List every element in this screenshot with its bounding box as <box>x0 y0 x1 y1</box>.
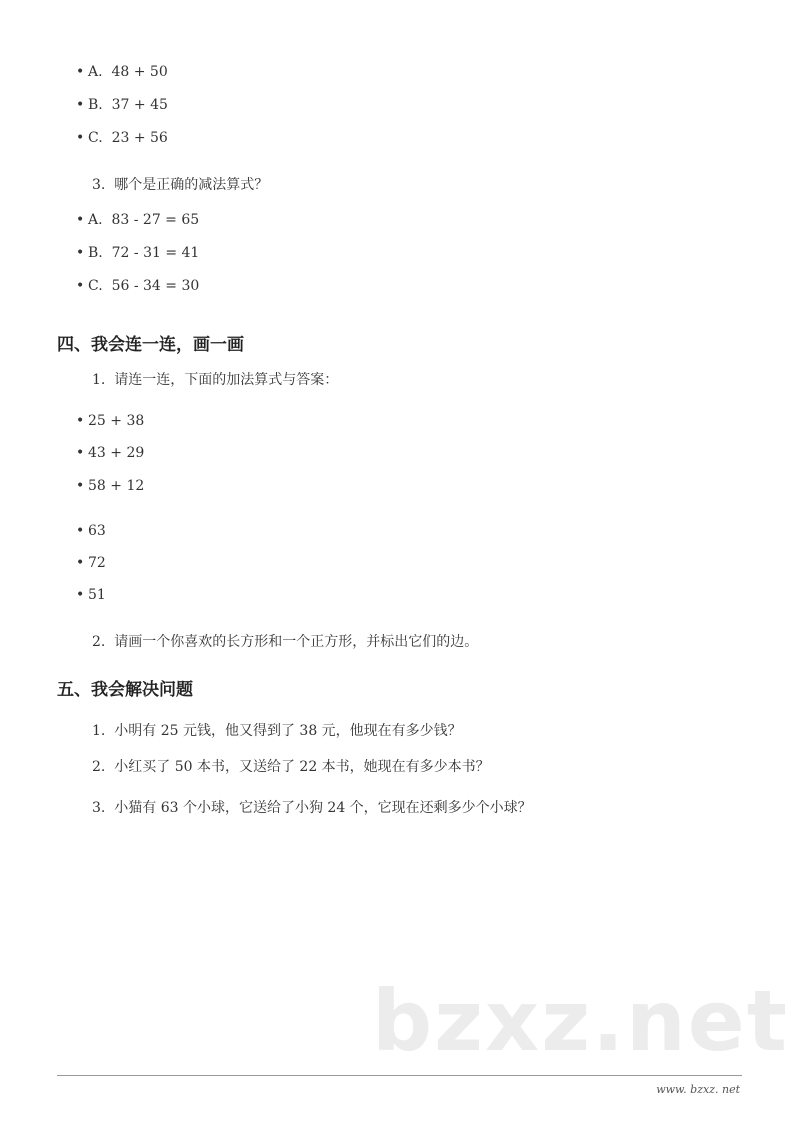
section-5-heading: 五、我会解决问题 <box>57 680 193 700</box>
section-4-heading: 四、我会连一连，画一画 <box>57 335 244 355</box>
section-4-question-1: 1. 请连一连，下面的加法算式与答案： <box>92 372 339 388</box>
problem-item: 1. 小明有 25 元钱，他又得到了 38 元，他现在有多少钱？ <box>92 723 462 739</box>
answer-item: • 72 <box>76 554 106 572</box>
expression-item: • 25 + 38 <box>76 412 144 430</box>
option-c: • C. 56 - 34 = 30 <box>76 277 199 295</box>
footer-url: www. bzxz. net <box>656 1083 740 1096</box>
footer-divider <box>57 1075 742 1076</box>
problem-item: 3. 小猫有 63 个小球，它送给了小狗 24 个，它现在还剩多少个小球？ <box>92 800 532 816</box>
answer-item: • 51 <box>76 586 106 604</box>
option-c: • C. 23 + 56 <box>76 129 168 147</box>
question-3: 3. 哪个是正确的减法算式？ <box>92 177 269 193</box>
problem-item: 2. 小红买了 50 本书，又送给了 22 本书，她现在有多少本书？ <box>92 759 490 775</box>
expression-item: • 58 + 12 <box>76 477 144 495</box>
option-b: • B. 72 - 31 = 41 <box>76 244 199 262</box>
option-b: • B. 37 + 45 <box>76 96 168 114</box>
answer-item: • 63 <box>76 522 106 540</box>
expression-item: • 43 + 29 <box>76 444 144 462</box>
option-a: • A. 48 + 50 <box>76 63 168 81</box>
option-a: • A. 83 - 27 = 65 <box>76 211 199 229</box>
watermark: bzxz.net <box>372 972 789 1070</box>
section-4-question-2: 2. 请画一个你喜欢的长方形和一个正方形，并标出它们的边。 <box>92 634 479 650</box>
